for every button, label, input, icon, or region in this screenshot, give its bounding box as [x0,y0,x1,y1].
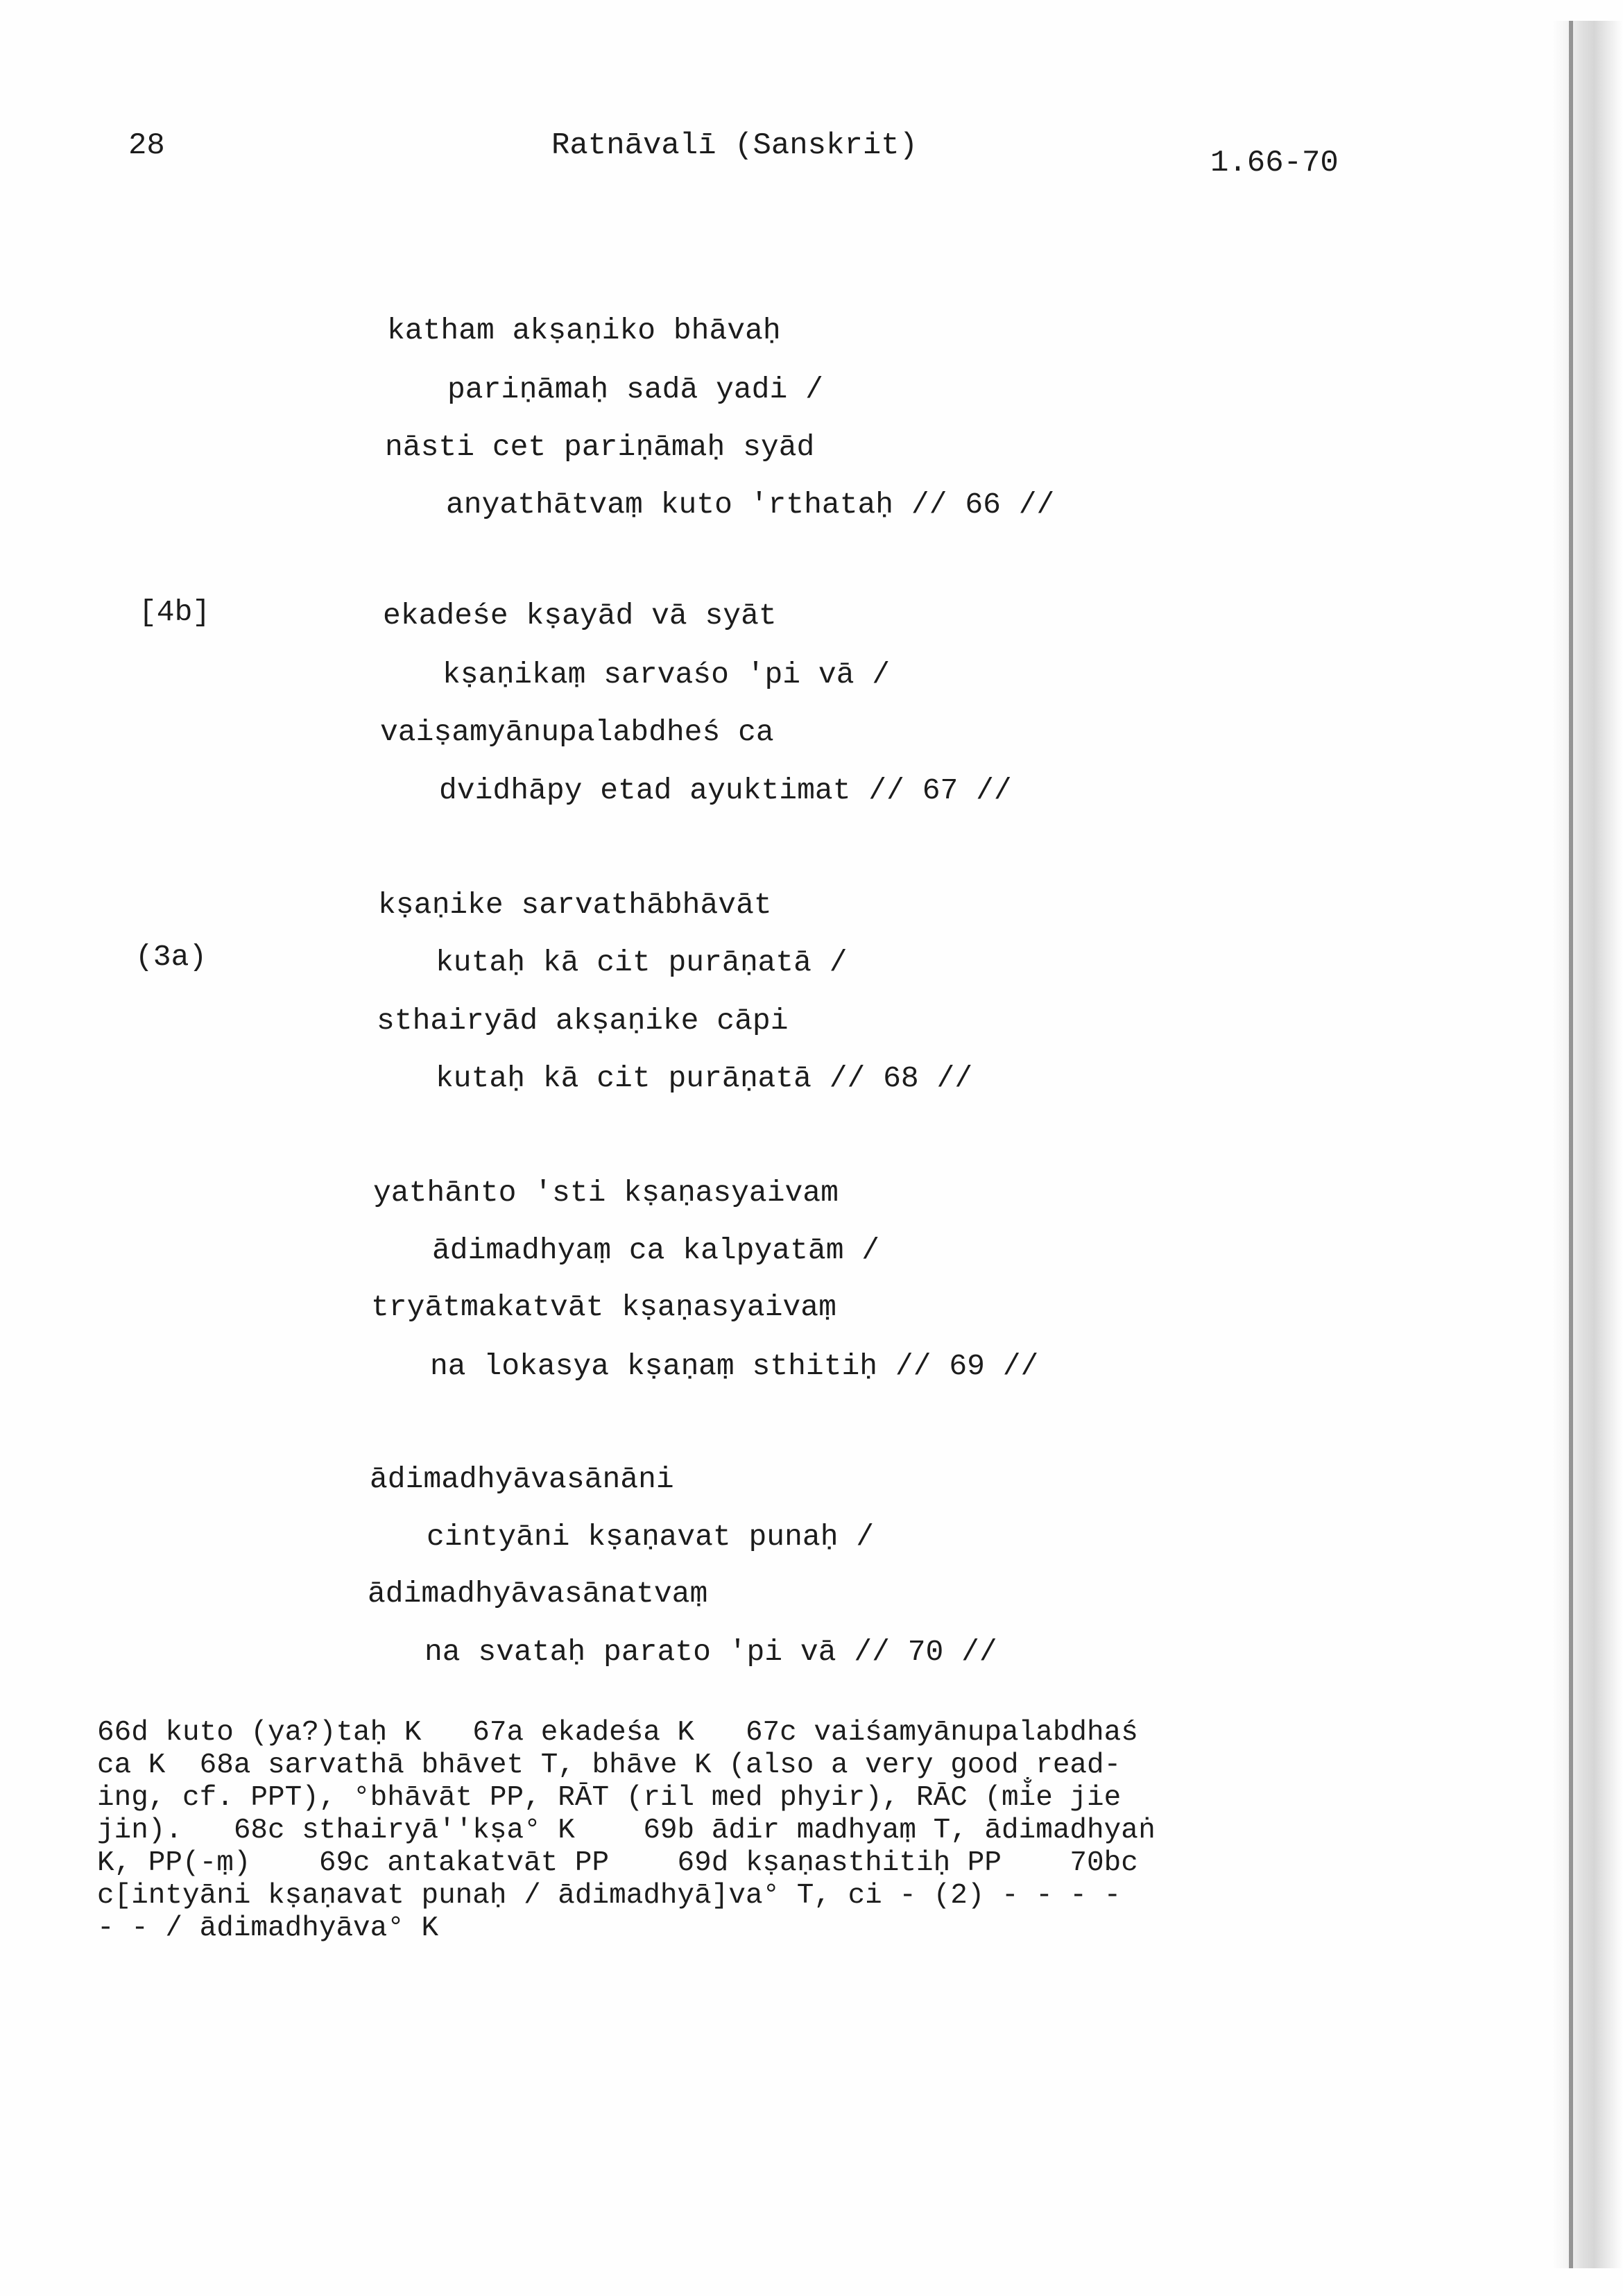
critical-apparatus [97,1717,1498,1945]
verse-line: ādimadhyāvasānāni [370,1462,674,1496]
verse-line: nāsti cet pariṇāmaḥ syād [385,430,815,464]
apparatus-line: c[intyāni kṣaṇavat punaḥ / ādimadhyā]va° T, ci - (2) - - - - [97,1880,1122,1912]
verse-line: na svataḥ parato 'pi vā // 70 // [424,1635,997,1669]
verse-line: anyathātvaṃ kuto 'rthataḥ // 66 // [446,488,1055,522]
verse-line: kutaḥ kā cit purāṇatā / [436,945,848,979]
verse-line: katham akṣaṇiko bhāvaḥ [387,314,781,348]
verse-line: kutaḥ kā cit purāṇatā // 68 // [436,1061,973,1095]
margin-reference-folio: (3a) [135,940,207,974]
verse-line: sthairyād akṣaṇike cāpi [377,1004,789,1038]
scanned-page-edge [1551,21,1623,2268]
binding-shadow-line [1569,21,1573,2268]
verse-line: kṣaṇikaṃ sarvaśo 'pi vā / [443,658,891,692]
page-number: 28 [128,128,165,163]
verse-line: vaiṣamyānupalabdheś ca [380,715,774,749]
verse-line: kṣaṇike sarvathābhāvāt [378,888,772,922]
verse-line: ādimadhyāvasānatvaṃ [368,1577,708,1611]
apparatus-line: ca K 68a sarvathā bhāvet T, bhāve K (also a very good read- [97,1749,1122,1781]
verse-line: ekadeśe kṣayād vā syāt [383,599,777,633]
verse-line: tryātmakatvāt kṣaṇasyaivaṃ [371,1290,836,1324]
apparatus-line: jin). 68c sthairyā''kṣa° K 69b ādir madhyaṃ T, ādimadhyaṅ [97,1815,1156,1847]
verse-line: pariṇāmaḥ sadā yadi / [447,372,823,406]
verse-line: dvidhāpy etad ayuktimat // 67 // [439,773,1012,807]
margin-reference-folio: [4b] [139,595,211,629]
apparatus-line: 66d kuto (ya?)taḥ K 67a ekadeśa K 67c vaiśamyānupalabdhaś [97,1717,1138,1749]
verse-line: na lokasya kṣaṇaṃ sthitiḥ // 69 // [430,1349,1039,1383]
apparatus-line: - - / ādimadhyāva° K [97,1912,439,1944]
running-title: Ratnāvalī (Sanskrit) [551,128,918,163]
verse-line: yathānto 'sti kṣaṇasyaivam [373,1176,839,1210]
verse-range: 1.66-70 [1210,146,1339,180]
verse-line: cintyāni kṣaṇavat punaḥ / [427,1520,875,1554]
apparatus-line: ing, cf. PPT), °bhāvāt PP, RĀT (ril med phyir), RĀC (mi̐e jie [97,1782,1122,1814]
verse-line: ādimadhyaṃ ca kalpyatām / [432,1233,880,1267]
apparatus-line: K, PP(-ṃ) 69c antakatvāt PP 69d kṣaṇasthitiḥ PP 70bc [97,1847,1138,1879]
